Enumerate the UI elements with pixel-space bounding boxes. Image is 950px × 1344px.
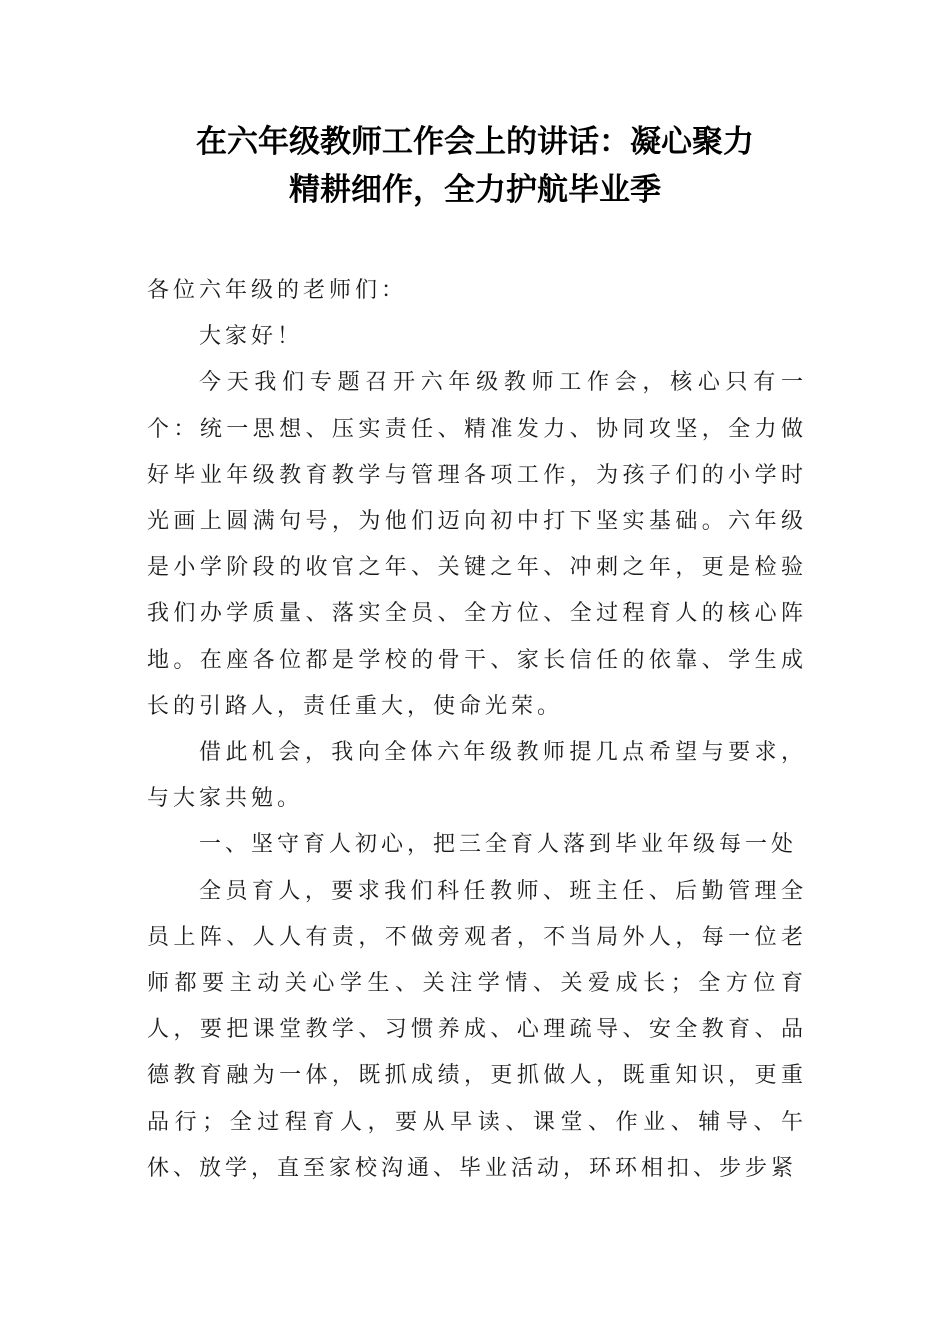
title-line-1: 在六年级教师工作会上的讲话：凝心聚力: [196, 124, 754, 160]
paragraph-intro: 今天我们专题召开六年级教师工作会，核心只有一个：统一思想、压实责任、精准发力、协同攻坚，全力做好毕业年级教育教学与管理各项工作，为孩子们的小学时光画上圆满句号，为他们迈向初中打下坚实基础。六年级是小学阶段的收官之年、关键之年、冲刺之年，更是检验我们办学质量、落实全员、全方位、全过程育人的核心阵地。在座各位都是学校的骨干、家长信任的依靠、学生成长的引路人，责任重大，使命光荣。: [147, 370, 807, 719]
paragraph-transition: 借此机会，我向全体六年级教师提几点希望与要求，与大家共勉。: [147, 740, 807, 812]
document-title: [120, 118, 830, 214]
salutation: 各位六年级的老师们：: [147, 278, 408, 303]
section-1-heading: 一、坚守育人初心，把三全育人落到毕业年级每一处: [199, 832, 798, 858]
title-line-2: 精耕细作，全力护航毕业季: [289, 172, 661, 208]
greeting: 大家好！: [199, 324, 304, 350]
document-body: [147, 268, 807, 1192]
section-1-paragraph: 全员育人，要求我们科任教师、班主任、后勤管理全员上阵、人人有责，不做旁观者，不当局外人，每一位老师都要主动关心学生、关注学情、关爱成长；全方位育人，要把课堂教学、习惯养成、心理疏导、安全教育、品德教育融为一体，既抓成绩，更抓做人，既重知识，更重品行；全过程育人，要从早读、课堂、作业、辅导、午休、放学，直至家校沟通、毕业活动，环环相扣、步步紧: [147, 878, 807, 1181]
